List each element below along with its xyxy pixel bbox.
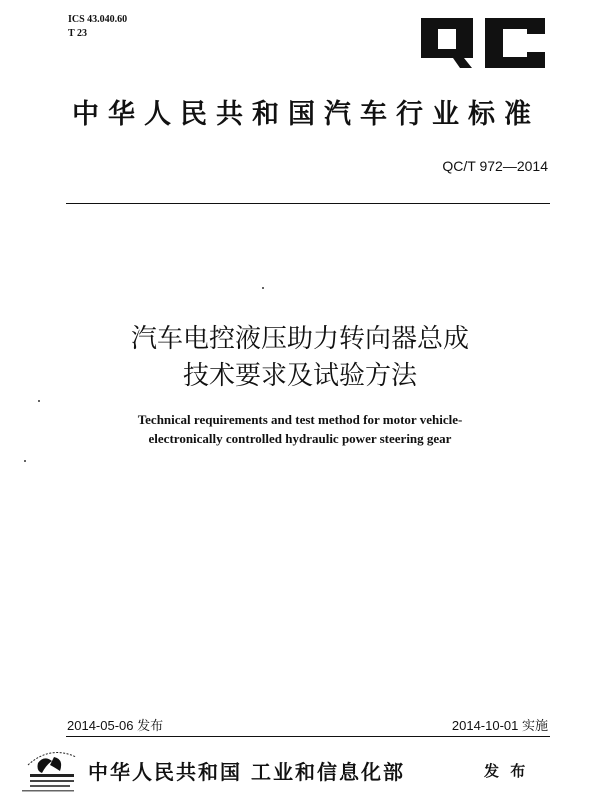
qc-logo (415, 14, 549, 72)
issuing-authority: 中华人民共和国 工业和信息化部 (88, 760, 405, 784)
chinese-title-line-2: 技术要求及试验方法 (182, 361, 417, 391)
header-divider (66, 203, 550, 204)
implementation-date: 2014-10-01 实施 (451, 718, 548, 733)
chinese-title (0, 321, 600, 395)
english-title-line-2: electronically controlled hydraulic power steering gear (148, 431, 452, 446)
standard-number: QC/T 972—2014 (442, 158, 548, 174)
publisher-seal-icon (20, 743, 84, 793)
scan-speck (262, 287, 264, 289)
footer-divider (66, 736, 550, 737)
scan-speck (24, 460, 26, 462)
chinese-title-line-1: 汽车电控液压助力转向器总成 (130, 324, 469, 354)
english-title-line-1: Technical requirements and test method for motor vehicle- (137, 412, 463, 427)
english-title (0, 410, 600, 448)
classification-code: T 23 (68, 28, 87, 39)
ics-code: ICS 43.040.60 (68, 14, 128, 25)
publish-label: 发 布 (484, 762, 529, 780)
logo-text: QC (415, 14, 417, 15)
standard-category-title: 中华人民共和国汽车行业标准 (72, 99, 540, 130)
issue-date: 2014-05-06 发布 (67, 718, 164, 733)
scan-speck (38, 400, 40, 402)
